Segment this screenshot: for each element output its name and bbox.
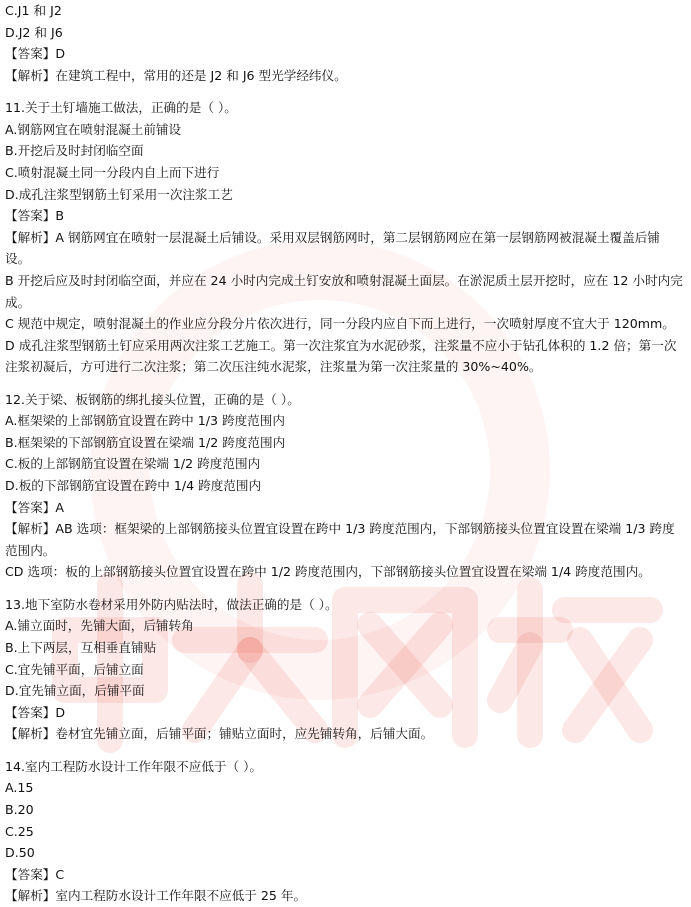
analysis: 【解析】在建筑工程中，常用的还是 J2 和 J6 型光学经纬仪。	[5, 67, 347, 83]
analysis-c: C 规范中规定，喷射混凝土的作业应分段分片依次进行，同一分段内应自下而上进行，一次喷射厚度不宜大于 120mm。	[5, 316, 675, 332]
option-a: A.框架梁的上部钢筋宜设置在跨中 1/3 跨度范围内	[5, 413, 285, 429]
question-stem: 13.地下室防水卷材采用外防内贴法时，做法正确的是（ ）。	[5, 596, 338, 612]
analysis-d: D 成孔注浆型钢筋土钉应采用两次注浆工艺施工。第一次注浆宜为水泥砂浆，注浆量不应小于钻孔体积的 1.2 倍；第一次注浆初凝后，方可进行二次注浆；第二次压注纯水泥浆，注浆量为第一次注浆量的 30%~40%。	[5, 337, 677, 375]
option-d: D.J2 和 J6	[5, 24, 63, 40]
option-a: A.铺立面时，先铺大面，后铺转角	[5, 618, 194, 634]
option-d: D.宜先铺立面，后铺平面	[5, 683, 145, 699]
option-c: C.喷射混凝土同一分段内自上而下进行	[5, 164, 220, 180]
question-12	[5, 389, 685, 583]
analysis-ab: 【解析】AB 选项：框架梁的上部钢筋接头位置宜设置在跨中 1/3 跨度范围内，下部钢筋接头位置宜设置在梁端 1/3 跨度范围内。	[5, 521, 675, 558]
option-c: C.25	[5, 823, 34, 839]
analysis: 【解析】室内工程防水设计工作年限不应低于 25 年。	[5, 888, 307, 904]
option-b: B.20	[5, 801, 34, 817]
analysis-cd: CD 选项：板的上部钢筋接头位置宜设置在跨中 1/2 跨度范围内，下部钢筋接头位置宜设置在梁端 1/4 跨度范围内。	[5, 564, 651, 580]
question-10-tail	[5, 0, 685, 86]
option-b: B.上下两层，互相垂直铺贴	[5, 640, 157, 656]
question-stem: 12.关于梁、板钢筋的绑扎接头位置，正确的是（ ）。	[5, 391, 300, 407]
option-d: D.成孔注浆型钢筋土钉采用一次注浆工艺	[5, 186, 233, 202]
analysis: 【解析】卷材宜先铺立面，后铺平面；铺贴立面时，应先铺转角，后铺大面。	[5, 726, 434, 742]
answer: 【答案】A	[5, 499, 64, 515]
option-b: B.框架梁的下部钢筋宜设置在梁端 1/2 跨度范围内	[5, 434, 286, 450]
option-c: C.宜先铺平面，后铺立面	[5, 661, 144, 677]
question-13	[5, 594, 685, 745]
answer: 【答案】D	[5, 704, 66, 720]
option-d: D.50	[5, 845, 35, 861]
answer: 【答案】D	[5, 46, 66, 62]
option-b: B.开挖后及时封闭临空面	[5, 143, 144, 159]
analysis-a: 【解析】A 钢筋网宜在喷射一层混凝土后铺设。采用双层钢筋网时，第二层钢筋网应在第一层钢筋网被混凝土覆盖后铺设。	[5, 229, 660, 267]
answer: 【答案】C	[5, 866, 65, 882]
question-stem: 11.关于土钉墙施工做法，正确的是（ ）。	[5, 100, 237, 116]
option-d: D.板的下部钢筋宜设置在跨中 1/4 跨度范围内	[5, 478, 262, 494]
option-c: C.J1 和 J2	[5, 3, 62, 18]
document-body	[5, 0, 685, 907]
question-11	[5, 97, 685, 378]
analysis-b: B 开挖后应及时封闭临空面，并应在 24 小时内完成土钉安放和喷射混凝土面层。在淤泥质土层开挖时，应在 12 小时内完成。	[5, 272, 683, 310]
option-a: A.15	[5, 780, 34, 796]
option-a: A.钢筋网宜在喷射混凝土前铺设	[5, 121, 182, 137]
option-c: C.板的上部钢筋宜设置在梁端 1/2 跨度范围内	[5, 456, 261, 472]
question-14	[5, 756, 685, 907]
question-stem: 14.室内工程防水设计工作年限不应低于（ ）。	[5, 758, 263, 774]
answer: 【答案】B	[5, 208, 65, 224]
